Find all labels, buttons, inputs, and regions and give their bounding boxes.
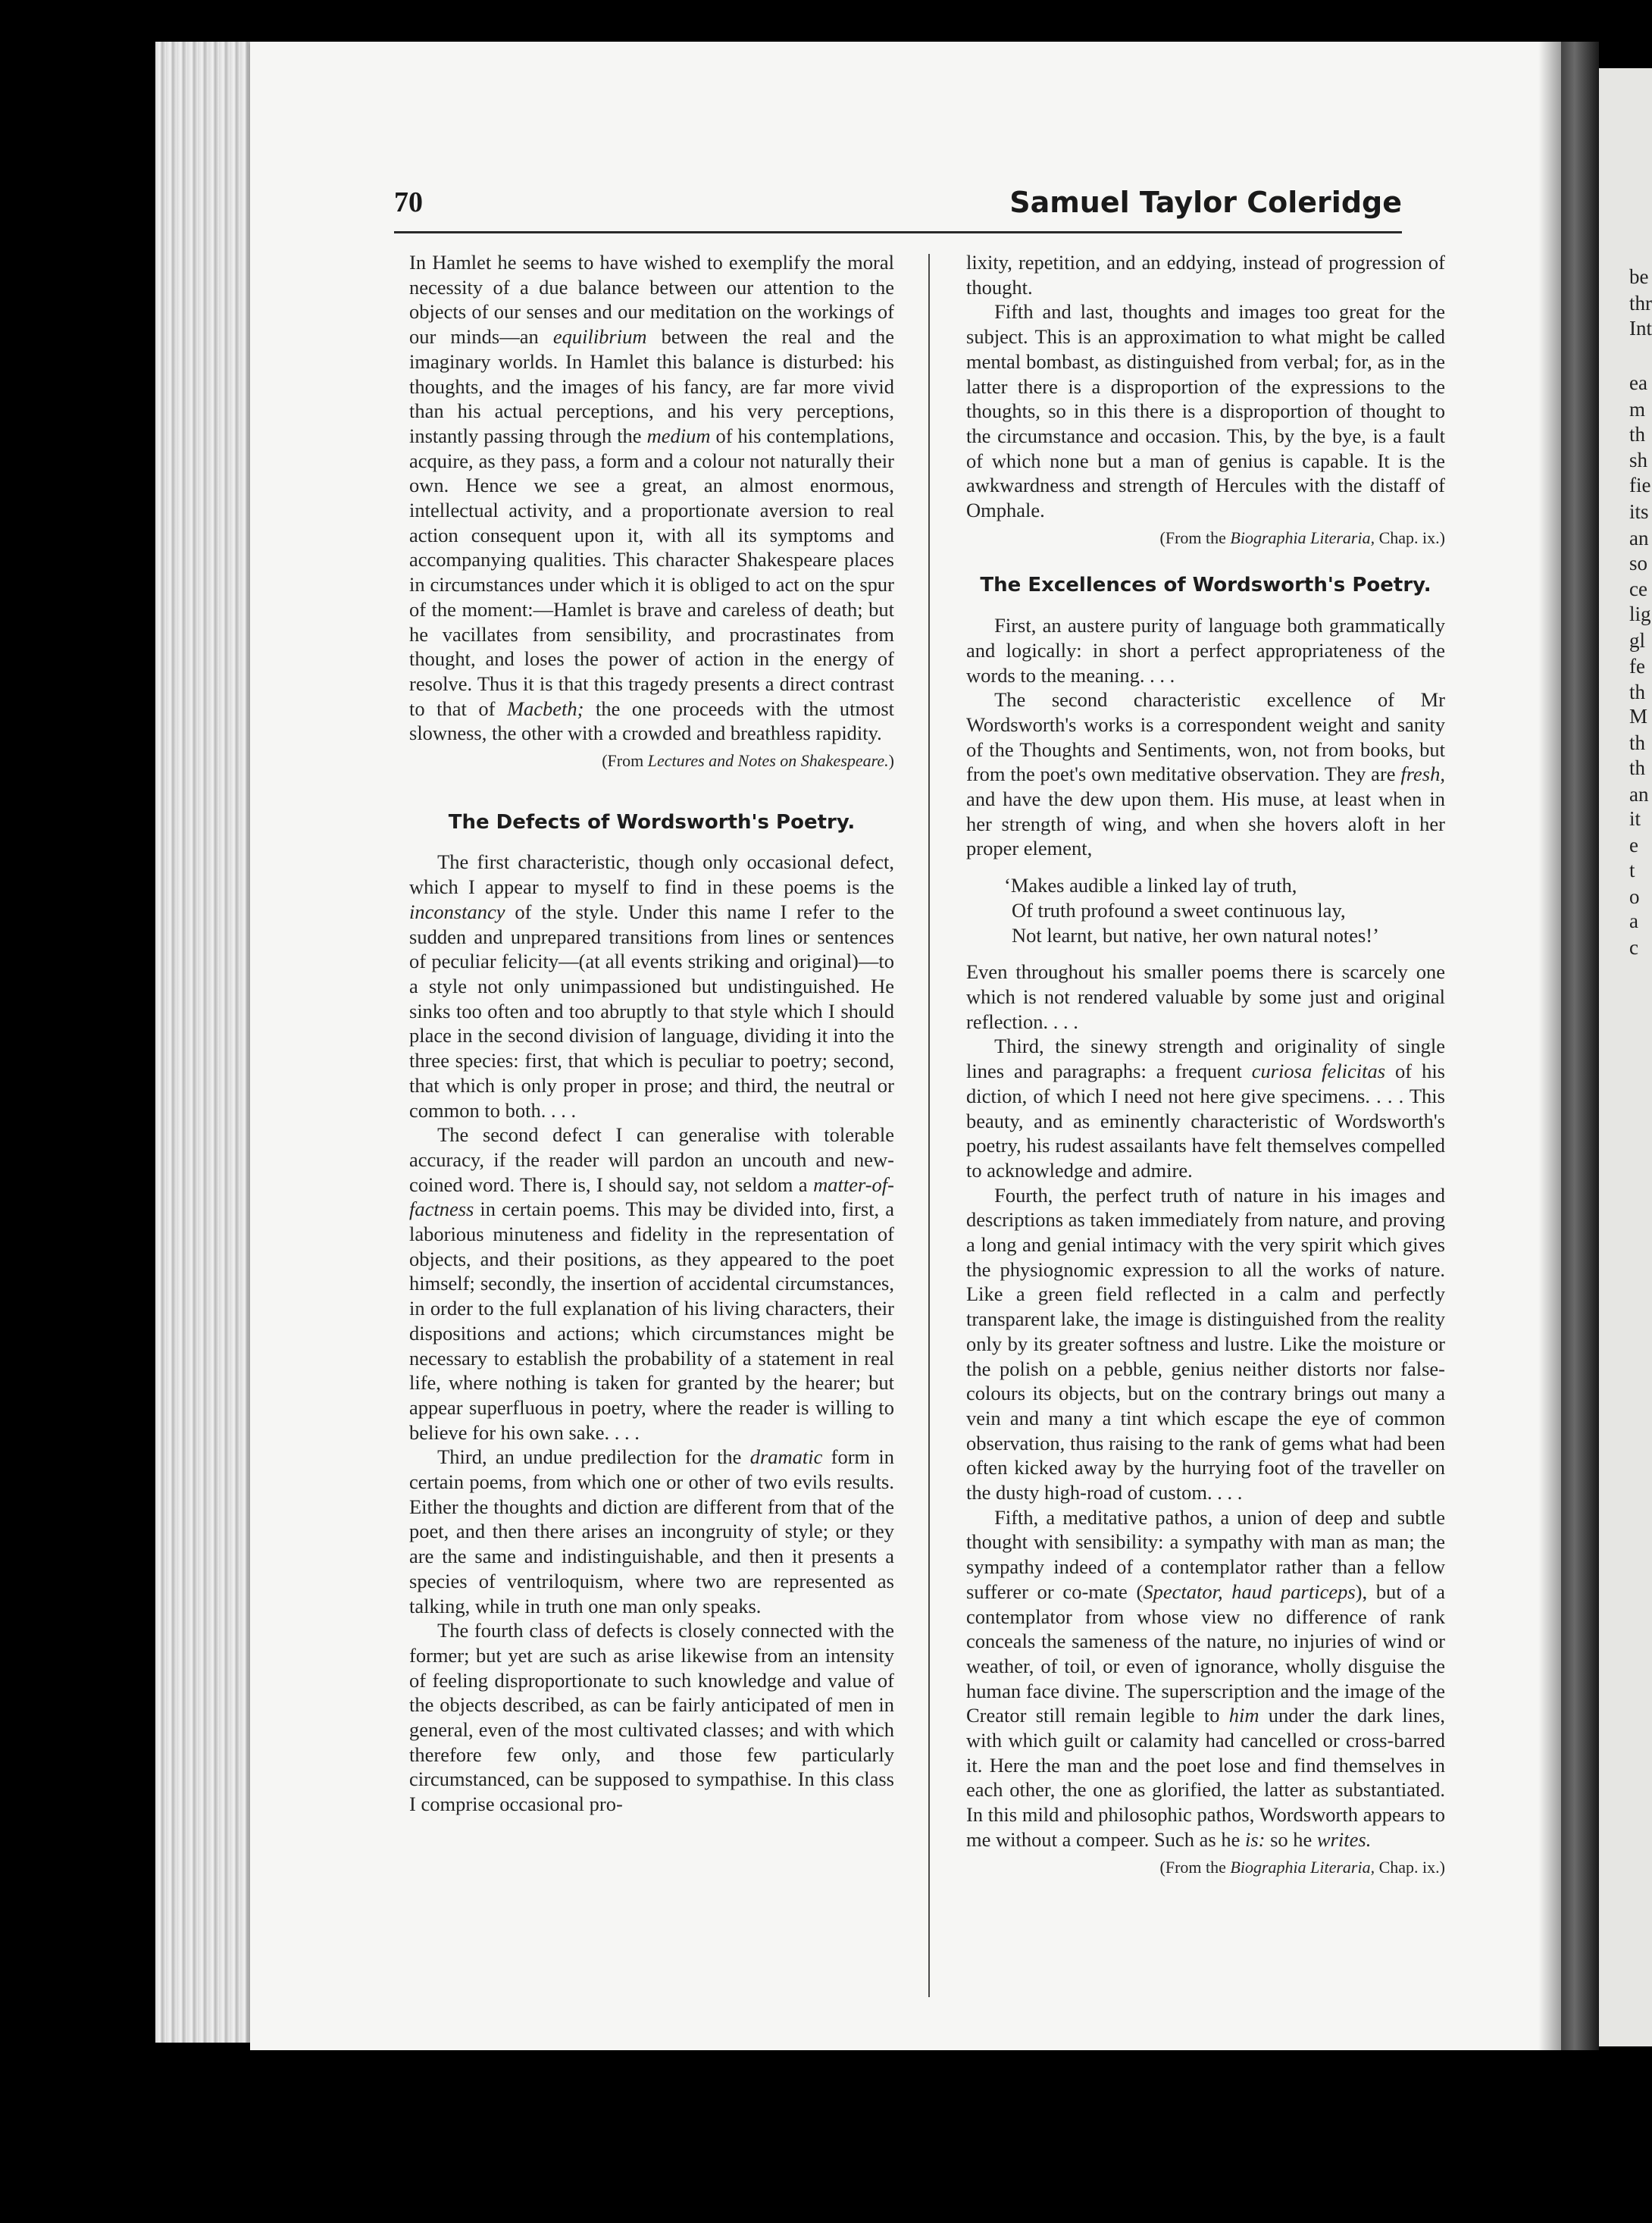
excellences-heading: The Excellences of Wordsworth's Poetry.	[980, 574, 1431, 597]
next-page-fragment: so	[1629, 552, 1648, 575]
next-page-fragment: sh	[1629, 449, 1648, 471]
defects-paragraph-4: The fourth class of defects is closely connected with the former; but yet are such as arise likewise from an intensity of feeling disproportionate to such knowledge and value of the objects described, as can be fairly anticipated of men in general, even of the most cultivated classes; and with which therefore few only, and those few particularly circumstanced, can be supposed to sympathise. In this class I comprise occasional pro-	[409, 1619, 894, 1816]
next-page-fragment: gl	[1629, 629, 1646, 652]
next-page-fragment: thr	[1629, 292, 1652, 315]
defects-source: (From the Biographia Literaria, Chap. ix.)	[1159, 528, 1445, 547]
next-page-edge	[1599, 68, 1652, 2046]
next-page-fragment: an	[1629, 527, 1649, 549]
book-gutter-shadow	[1538, 42, 1599, 2050]
hamlet-paragraph: In Hamlet he seems to have wished to exemplify the moral necessity of a due balance between our attention to the objects of our senses and our meditation on the workings of our minds—an equilibrium between the real and the imaginary worlds. In Hamlet this balance is disturbed: his thoughts, and the images of his fancy, are far more vivid than his actual perceptions, and his very perceptions, instantly passing through the medium of his contemplations, acquire, as they pass, a form and a colour not naturally their own. Hence we see a great, an almost enormous, intellectual activity, and a proportionate aversion to real action consequent upon it, with all its symptoms and accompanying qualities. This character Shakespeare places in circumstances under which it is obliged to act on the spur of the moment:—Hamlet is brave and careless of death; but he vacillates from sensibility, and procrastinates from thought, and loses the power of action in the energy of resolve. Thus it is that this tragedy presents a direct contrast to that of Macbeth; the one proceeds with the utmost slowness, the other with a crowded and breathless rapidity.	[409, 251, 894, 745]
next-page-fragment: th	[1629, 423, 1646, 446]
hamlet-source: (From Lectures and Notes on Shakespeare.)	[602, 751, 894, 771]
page-number: 70	[394, 186, 423, 218]
running-head	[394, 186, 1402, 233]
defects-paragraph-1: The first characteristic, though only occasional defect, which I appear to myself to find in these poems is the inconstancy of the style. Under this name I refer to the sudden and unprepared transitions from lines or sentences of peculiar felicity—(at all events striking and original)—to a style not only unimpassioned but undistinguished. He sinks too often and too abruptly to that style which I should place in the second division of language, dividing it into the three species: first, that which is peculiar to poetry; second, that which is only proper in prose; and third, the neutral or common to both. . . .	[409, 850, 894, 1122]
next-page-fragment: Int	[1629, 317, 1652, 340]
next-page-fragment: its	[1629, 500, 1649, 523]
excellences-paragraph-4: Third, the sinewy strength and originality of single lines and paragraphs: a frequent curiosa felicitas of his diction, of which I need not here give specimens. . . . This beauty, and as eminently characteristic of Wordsworth's poetry, his rudest assailants have felt themselves compelled to acknowledge and admire.	[966, 1035, 1445, 1182]
next-page-fragment: o	[1629, 885, 1640, 908]
next-page-fragment: m	[1629, 398, 1646, 421]
next-page-fragment: an	[1629, 783, 1649, 806]
next-page-fragment: fie	[1629, 474, 1651, 496]
excellences-source: (From the Biographia Literaria, Chap. ix.)	[1159, 1857, 1445, 1877]
book-page	[250, 42, 1561, 2050]
next-page-fragment: it	[1629, 807, 1641, 830]
next-page-fragment: th	[1629, 681, 1646, 703]
verse-quotation	[1004, 873, 1445, 947]
next-page-fragment: c	[1629, 936, 1638, 959]
next-page-fragment: lig	[1629, 603, 1651, 625]
left-column	[409, 250, 894, 1817]
next-page-fragment: be	[1629, 265, 1649, 288]
defects-continued-paragraph: lixity, repetition, and an eddying, instead of progression of thought.	[966, 251, 1445, 299]
excellences-paragraph-3: Even throughout his smaller poems there is scarcely one which is not rendered valuable by some just and original reflection. . . .	[966, 960, 1445, 1033]
stacked-page-edges	[155, 42, 261, 2043]
defects-paragraph-2: The second defect I can generalise with tolerable accuracy, if the reader will pardon an uncouth and new-coined word. There is, I should say, not seldom a matter-of-factness in certain poems. This may be divided into, first, a laborious minuteness and fidelity in the representation of objects, and their positions, as they appeared to the poet himself; secondly, the insertion of accidental circumstances, in order to the full explanation of his living characters, their dispositions and actions; which circumstances might be necessary to establish the probability of a statement in real life, where nothing is taken for granted by the hearer; but appear superfluous in poetry, where the reader is willing to believe for his own sake. . . .	[409, 1123, 894, 1444]
next-page-fragment: th	[1629, 756, 1646, 779]
next-page-fragment: fe	[1629, 655, 1645, 678]
verse-line-1: ‘Makes audible a linked lay of truth,	[1004, 874, 1297, 897]
next-page-fragment: e	[1629, 834, 1638, 856]
next-page-fragment: ea	[1629, 371, 1647, 394]
column-divider	[928, 254, 930, 1997]
verse-line-3: Not learnt, but native, her own natural notes!’	[1012, 923, 1379, 947]
next-page-fragment: a	[1629, 910, 1638, 932]
defects-heading: The Defects of Wordsworth's Poetry.	[448, 810, 856, 834]
next-page-fragment: t	[1629, 859, 1635, 881]
excellences-paragraph-1: First, an austere purity of language both grammatically and logically: in short a perfect appropriateness of the words to the meaning. . . .	[966, 614, 1445, 687]
excellences-paragraph-2: The second characteristic excellence of Mr Wordsworth's works is a correspondent weight and sanity of the Thoughts and Sentiments, won, not from books, but from the poet's own meditative observation. They are fresh, and have the dew upon them. His muse, at least when in her strength of wing, and when she hovers aloft in her proper element,	[966, 688, 1445, 860]
excellences-paragraph-5: Fourth, the perfect truth of nature in his images and descriptions as taken immediately from nature, and proving a long and genial intimacy with the very spirit which gives the physiognomic expression to all the works of nature. Like a green field reflected in a calm and perfectly transparent lake, the image is distinguished from the reality only by its greater softness and lustre. Like the moisture or the polish on a pebble, genius neither distorts nor false-colours its objects, but on the contrary brings out many a vein and many a tint which escape the eye of common observation, thus raising to the rank of gems what had been often kicked away by the hurrying foot of the traveller on the dusty high-road of custom. . . .	[966, 1183, 1445, 1504]
right-column	[966, 250, 1445, 1880]
defects-paragraph-5: Fifth and last, thoughts and images too great for the subject. This is an approximation to what might be called mental bombast, as distinguished from verbal; for, as in the latter there is a disproportion of the expressions to the thoughts, so in this there is a disproportion of thought to the circumstance and occasion. This, by the bye, is a fault of which none but a man of genius is capable. It is the awkwardness and strength of Hercules with the distaff of Omphale.	[966, 300, 1445, 522]
next-page-fragment: th	[1629, 731, 1646, 754]
verse-line-2: Of truth profound a sweet continuous lay,	[1012, 898, 1346, 922]
next-page-fragment: ce	[1629, 578, 1647, 600]
next-page-fragment: M	[1629, 705, 1648, 728]
book-title: Samuel Taylor Coleridge	[1009, 186, 1402, 219]
excellences-paragraph-6: Fifth, a meditative pathos, a union of deep and subtle thought with sensibility: a sympathy with man as man; the sympathy indeed of a contemplator rather than a fellow sufferer or co-mate (Spectator, haud particeps), but of a contemplator from whose view no difference of rank conceals the sameness of the nature, no injuries of wind or weather, of toil, or even of ignorance, wholly disguise the human face divine. The superscription and the image of the Creator still remain legible to him under the dark lines, with which guilt or calamity had cancelled or cross-barred it. Here the man and the poet lose and find themselves in each other, the one as glorified, the latter as substantiated. In this mild and philosophic pathos, Wordsworth appears to me without a compeer. Such as he is: so he writes.	[966, 1505, 1445, 1851]
defects-paragraph-3: Third, an undue predilection for the dramatic form in certain poems, from which one or other of two evils results. Either the thoughts and diction are different from that of the poet, and then there arises an incongruity of style; or they are the same and indistinguishable, and then it presents a species of ventriloquism, where two are represented as talking, while in truth one man only speaks.	[409, 1445, 895, 1617]
